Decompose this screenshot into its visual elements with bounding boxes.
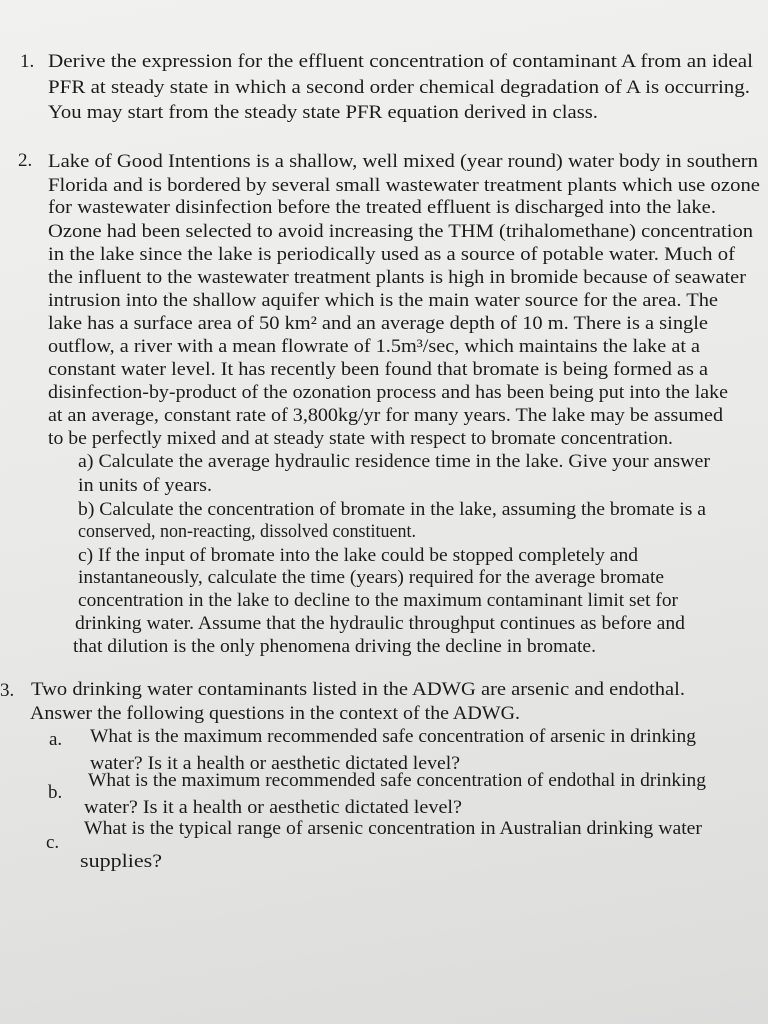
- text-line: water? Is it a health or aesthetic dictated level?: [84, 797, 463, 818]
- question-number: 3.: [0, 680, 15, 701]
- text-line: Lake of Good Intentions is a shallow, well mixed (year round) water body in southern: [48, 151, 758, 172]
- text-line: Ozone had been selected to avoid increasing the THM (trihalomethane) concentration: [48, 221, 753, 242]
- text-line: conserved, non-reacting, dissolved constituent.: [78, 521, 416, 542]
- text-line: What is the typical range of arsenic concentration in Australian drinking water: [84, 818, 702, 839]
- text-line: for wastewater disinfection before the treated effluent is discharged into the lake.: [48, 197, 716, 218]
- text-line: the influent to the wastewater treatment plants is high in bromide because of seawater: [48, 267, 746, 288]
- text-line: water? Is it a health or aesthetic dictated level?: [90, 753, 460, 774]
- text-line: intrusion into the shallow aquifer which is the main water source for the area. The: [48, 290, 718, 311]
- text-line: a) Calculate the average hydraulic residence time in the lake. Give your answer: [78, 451, 710, 472]
- text-line: in the lake since the lake is periodically used as a source of potable water. Much of: [48, 244, 735, 265]
- question-number: 1.: [20, 51, 35, 72]
- text-line: b) Calculate the concentration of bromate in the lake, assuming the bromate is a: [78, 499, 706, 520]
- text-line: in units of years.: [78, 475, 212, 496]
- text-line: that dilution is the only phenomena driving the decline in bromate.: [73, 636, 596, 657]
- text-line: outflow, a river with a mean flowrate of 1.5m³/sec, which maintains the lake at a: [48, 336, 701, 357]
- text-line: PFR at steady state in which a second order chemical degradation of A is occurring.: [48, 77, 750, 98]
- text-line: c) If the input of bromate into the lake could be stopped completely and: [78, 545, 638, 566]
- text-line: to be perfectly mixed and at steady state with respect to bromate concentration.: [48, 428, 673, 449]
- text-line: supplies?: [80, 851, 162, 872]
- text-line: concentration in the lake to decline to the maximum contaminant limit set for: [78, 590, 678, 611]
- text-line: instantaneously, calculate the time (years) required for the average bromate: [78, 567, 664, 588]
- text-line: at an average, constant rate of 3,800kg/yr for many years. The lake may be assumed: [48, 405, 723, 426]
- text-line: Two drinking water contaminants listed in the ADWG are arsenic and endothal.: [31, 679, 685, 700]
- part-label: a.: [49, 729, 63, 750]
- question-number: 2.: [18, 150, 33, 171]
- text-line: Florida and is bordered by several small wastewater treatment plants which use ozone: [48, 175, 760, 196]
- text-line: What is the maximum recommended safe concentration of endothal in drinking: [88, 770, 706, 791]
- text-line: drinking water. Assume that the hydraulic throughput continues as before and: [75, 613, 685, 634]
- part-label: b.: [48, 782, 63, 803]
- text-line: disinfection-by-product of the ozonation process and has been being put into the lake: [48, 382, 729, 403]
- text-line: Derive the expression for the effluent concentration of contaminant A from an ideal: [48, 51, 753, 72]
- text-line: What is the maximum recommended safe concentration of arsenic in drinking: [90, 726, 697, 747]
- part-label: c.: [46, 832, 60, 853]
- text-line: You may start from the steady state PFR equation derived in class.: [48, 102, 598, 123]
- text-line: Answer the following questions in the context of the ADWG.: [30, 703, 520, 724]
- text-line: lake has a surface area of 50 km² and an average depth of 10 m. There is a single: [48, 313, 708, 334]
- text-line: constant water level. It has recently been found that bromate is being formed as a: [48, 359, 708, 380]
